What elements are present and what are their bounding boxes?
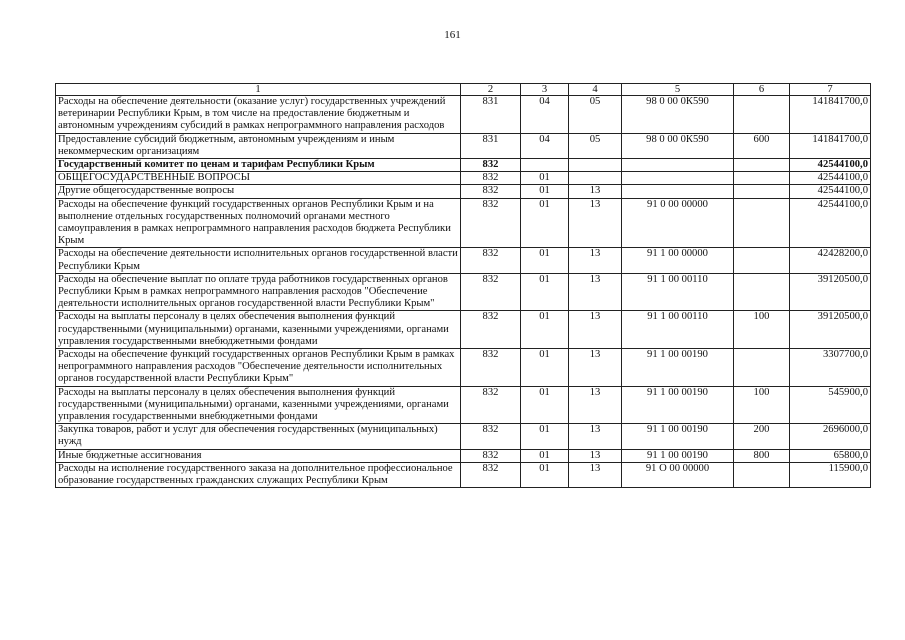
table-row <box>56 386 871 424</box>
row-amount-cell: 3307700,0 <box>790 349 871 387</box>
row-section-cell: 01 <box>521 386 569 424</box>
row-target-cell: 98 0 00 0К590 <box>622 96 734 134</box>
row-section-cell: 01 <box>521 449 569 462</box>
row-type-cell <box>734 159 790 172</box>
table-body <box>56 96 871 488</box>
row-name-cell: Иные бюджетные ассигнования <box>56 449 461 462</box>
row-target-cell: 91 1 00 00190 <box>622 349 734 387</box>
col-header: 7 <box>790 84 871 96</box>
row-code-cell: 832 <box>461 172 521 185</box>
row-name-cell: Расходы на исполнение государственного заказа на дополнительное профессиональное образование государственных гражданских служащих Республики Крым <box>56 462 461 487</box>
row-subsection-cell: 13 <box>569 273 622 311</box>
table-row <box>56 159 871 172</box>
col-header: 6 <box>734 84 790 96</box>
row-code-cell: 832 <box>461 248 521 273</box>
col-header: 5 <box>622 84 734 96</box>
row-amount-cell: 141841700,0 <box>790 96 871 134</box>
row-name-cell: Расходы на выплаты персоналу в целях обеспечения выполнения функций государственными (муниципальными) органами, казенными учреждениями, органами управления государственными внебюджетными фондами <box>56 386 461 424</box>
row-name-cell: Расходы на обеспечение функций государственных органов Республики Крым и на выполнение отдельных государственных полномочий органами местного самоуправления в рамках непрограммного направления расходов бюджета Республики Крым <box>56 198 461 248</box>
row-target-cell: 91 1 00 00000 <box>622 248 734 273</box>
budget-table <box>55 83 871 488</box>
row-type-cell: 100 <box>734 311 790 349</box>
row-subsection-cell: 13 <box>569 386 622 424</box>
row-type-cell <box>734 273 790 311</box>
table-row <box>56 311 871 349</box>
row-section-cell: 01 <box>521 185 569 198</box>
row-section-cell: 01 <box>521 172 569 185</box>
row-subsection-cell: 05 <box>569 133 622 158</box>
row-name-cell: Расходы на обеспечение выплат по оплате труда работников государственных органов Республики Крым в рамках непрограммного направления расходов "Обеспечение деятельности исполнительных органов государственной власти Республики Крым" <box>56 273 461 311</box>
table-row <box>56 424 871 449</box>
row-subsection-cell: 05 <box>569 96 622 134</box>
table-row <box>56 133 871 158</box>
row-section-cell: 01 <box>521 248 569 273</box>
row-target-cell: 91 О 00 00000 <box>622 462 734 487</box>
table-row <box>56 198 871 248</box>
row-type-cell: 200 <box>734 424 790 449</box>
row-target-cell <box>622 172 734 185</box>
row-amount-cell: 42544100,0 <box>790 172 871 185</box>
row-section-cell: 04 <box>521 133 569 158</box>
row-type-cell <box>734 462 790 487</box>
table-row <box>56 462 871 487</box>
row-amount-cell: 39120500,0 <box>790 273 871 311</box>
row-target-cell <box>622 185 734 198</box>
row-target-cell <box>622 159 734 172</box>
row-section-cell: 01 <box>521 198 569 248</box>
row-code-cell: 832 <box>461 449 521 462</box>
table-row <box>56 172 871 185</box>
row-amount-cell: 42544100,0 <box>790 185 871 198</box>
col-header: 2 <box>461 84 521 96</box>
row-subsection-cell: 13 <box>569 349 622 387</box>
row-target-cell: 98 0 00 0К590 <box>622 133 734 158</box>
row-target-cell: 91 1 00 00110 <box>622 273 734 311</box>
row-subsection-cell: 13 <box>569 198 622 248</box>
row-subsection-cell: 13 <box>569 462 622 487</box>
row-subsection-cell: 13 <box>569 424 622 449</box>
row-section-cell <box>521 159 569 172</box>
row-section-cell: 01 <box>521 424 569 449</box>
row-section-cell: 01 <box>521 349 569 387</box>
row-name-cell: Расходы на обеспечение функций государственных органов Республики Крым в рамках непрограммного направления расходов "Обеспечение деятельности исполнительных органов государственной власти Республики Крым" <box>56 349 461 387</box>
row-type-cell <box>734 349 790 387</box>
table-row <box>56 248 871 273</box>
row-amount-cell: 65800,0 <box>790 449 871 462</box>
row-type-cell: 100 <box>734 386 790 424</box>
row-target-cell: 91 1 00 00190 <box>622 424 734 449</box>
row-code-cell: 832 <box>461 349 521 387</box>
table-row <box>56 96 871 134</box>
row-code-cell: 832 <box>461 386 521 424</box>
row-amount-cell: 2696000,0 <box>790 424 871 449</box>
row-amount-cell: 42544100,0 <box>790 159 871 172</box>
row-code-cell: 832 <box>461 462 521 487</box>
row-subsection-cell <box>569 159 622 172</box>
table-row <box>56 449 871 462</box>
row-code-cell: 831 <box>461 96 521 134</box>
row-subsection-cell <box>569 172 622 185</box>
row-amount-cell: 39120500,0 <box>790 311 871 349</box>
row-type-cell <box>734 96 790 134</box>
row-name-cell: ОБЩЕГОСУДАРСТВЕННЫЕ ВОПРОСЫ <box>56 172 461 185</box>
row-target-cell: 91 1 00 00110 <box>622 311 734 349</box>
row-target-cell: 91 0 00 00000 <box>622 198 734 248</box>
row-code-cell: 832 <box>461 424 521 449</box>
row-type-cell <box>734 198 790 248</box>
col-header: 4 <box>569 84 622 96</box>
row-code-cell: 831 <box>461 133 521 158</box>
row-name-cell: Расходы на выплаты персоналу в целях обеспечения выполнения функций государственными (муниципальными) органами, казенными учреждениями, органами управления государственными внебюджетными фондами <box>56 311 461 349</box>
row-subsection-cell: 13 <box>569 248 622 273</box>
table-row <box>56 349 871 387</box>
row-subsection-cell: 13 <box>569 185 622 198</box>
col-header: 3 <box>521 84 569 96</box>
row-section-cell: 01 <box>521 462 569 487</box>
row-type-cell <box>734 172 790 185</box>
row-target-cell: 91 1 00 00190 <box>622 386 734 424</box>
header-row <box>56 84 871 96</box>
row-target-cell: 91 1 00 00190 <box>622 449 734 462</box>
row-code-cell: 832 <box>461 159 521 172</box>
row-code-cell: 832 <box>461 311 521 349</box>
row-section-cell: 01 <box>521 311 569 349</box>
row-type-cell: 800 <box>734 449 790 462</box>
row-section-cell: 01 <box>521 273 569 311</box>
row-amount-cell: 545900,0 <box>790 386 871 424</box>
row-name-cell: Государственный комитет по ценам и тарифам Республики Крым <box>56 159 461 172</box>
row-subsection-cell: 13 <box>569 311 622 349</box>
row-name-cell: Расходы на обеспечение деятельности (оказание услуг) государственных учреждений ветеринарии Республики Крым, в том числе на предоставление бюджетным и автономным учреждениям субсидий в рамках непрограммного направления расходов <box>56 96 461 134</box>
page-number: 161 <box>444 29 461 41</box>
row-subsection-cell: 13 <box>569 449 622 462</box>
row-code-cell: 832 <box>461 273 521 311</box>
row-section-cell: 04 <box>521 96 569 134</box>
row-amount-cell: 42428200,0 <box>790 248 871 273</box>
row-type-cell <box>734 185 790 198</box>
row-name-cell: Предоставление субсидий бюджетным, автономным учреждениям и иным некоммерческим организациям <box>56 133 461 158</box>
row-name-cell: Другие общегосударственные вопросы <box>56 185 461 198</box>
row-amount-cell: 115900,0 <box>790 462 871 487</box>
row-name-cell: Расходы на обеспечение деятельности исполнительных органов государственной власти Республики Крым <box>56 248 461 273</box>
col-header: 1 <box>56 84 461 96</box>
row-code-cell: 832 <box>461 198 521 248</box>
row-amount-cell: 141841700,0 <box>790 133 871 158</box>
row-code-cell: 832 <box>461 185 521 198</box>
table-row <box>56 185 871 198</box>
row-type-cell <box>734 248 790 273</box>
table-row <box>56 273 871 311</box>
row-type-cell: 600 <box>734 133 790 158</box>
row-name-cell: Закупка товаров, работ и услуг для обеспечения государственных (муниципальных) нужд <box>56 424 461 449</box>
row-amount-cell: 42544100,0 <box>790 198 871 248</box>
